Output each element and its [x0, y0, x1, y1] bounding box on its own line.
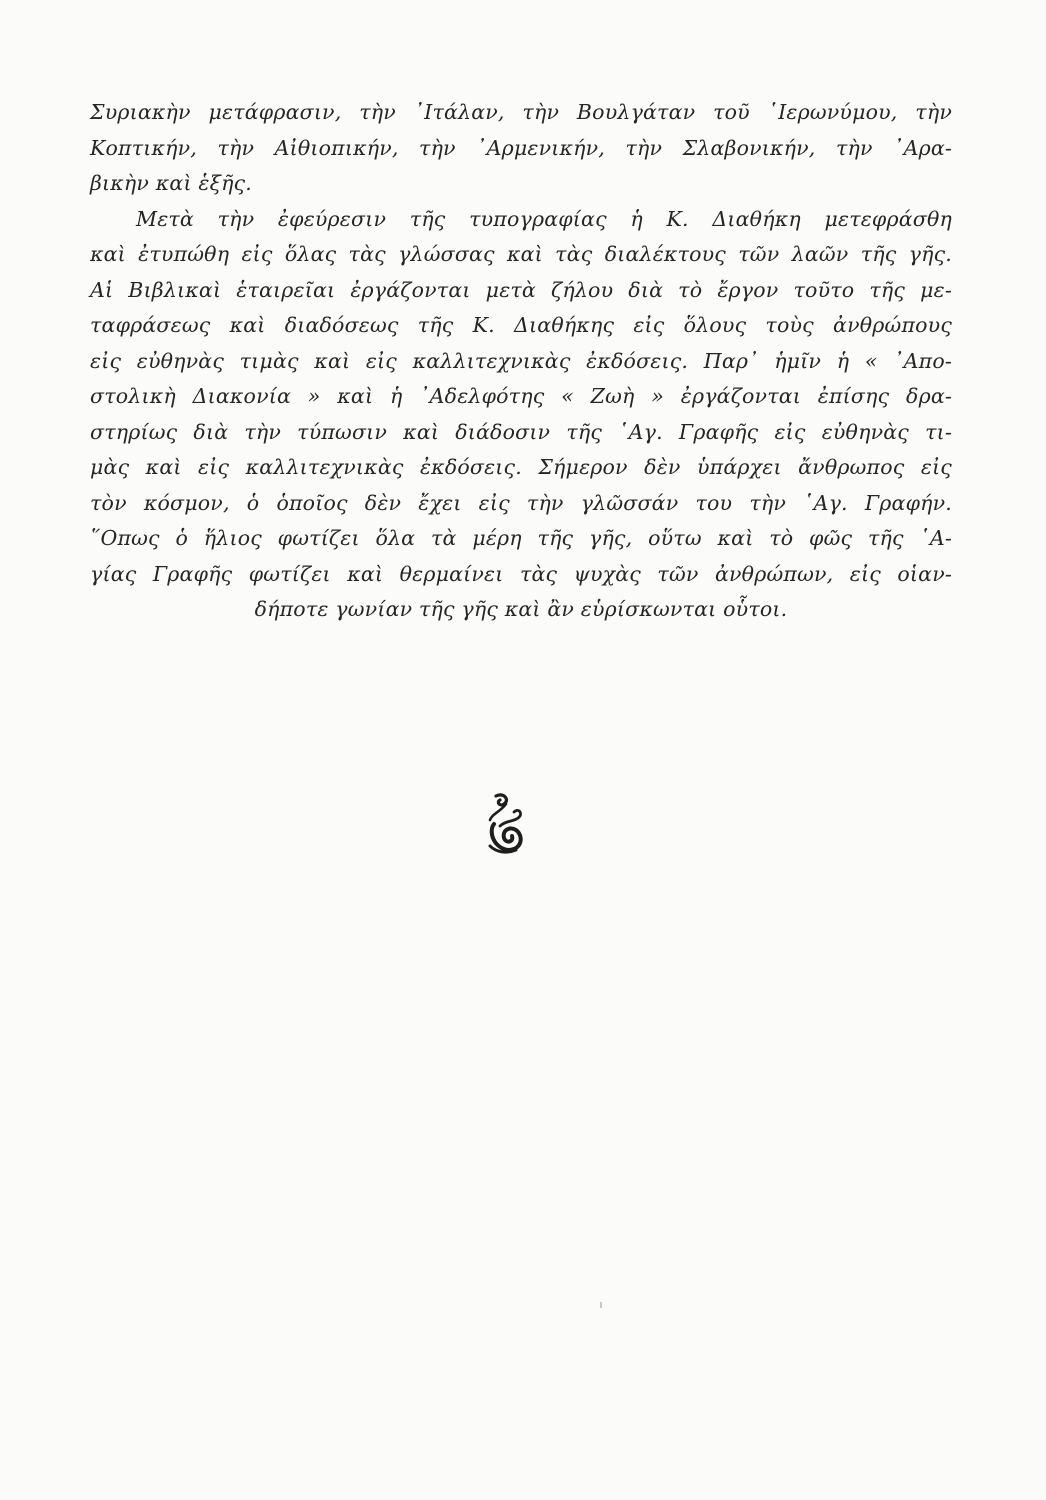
paper-speck: [600, 1302, 602, 1308]
text-line-9: στολικὴ Διακονία » καὶ ἡ ᾿Αδελφότης « Ζωὴ » ἐργάζονται ἐπίσης δρα-: [90, 384, 952, 408]
text-line-13: ῞Οπως ὁ ἥλιος φωτίζει ὅλα τὰ μέρη τῆς γῆς, οὕτω καὶ τὸ φῶς τῆς ῾Α-: [90, 526, 952, 550]
text-line-2: Κοπτικήν, τὴν Αἰθιοπικήν, τὴν ᾿Αρμενικήν, τὴν Σλαβονικήν, τὴν ᾿Αρα-: [90, 135, 952, 160]
text-line-11: μὰς καὶ εἰς καλλιτεχνικὰς ἐκδόσεις. Σήμερον δὲν ὑπάρχει ἄνθρωπος εἰς: [90, 455, 952, 479]
text-line-8: εἰς εὐθηνὰς τιμὰς καὶ εἰς καλλιτεχνικὰς ἐκδόσεις. Παρ᾿ ἡμῖν ἡ « ᾿Απο-: [90, 348, 952, 373]
floral-ornament-icon: [476, 790, 536, 856]
text-line-15: δήποτε γωνίαν τῆς γῆς καὶ ἂν εὑρίσκωνται οὗτοι.: [254, 597, 788, 621]
text-line-3: βικὴν καὶ ἑξῆς.: [90, 171, 253, 195]
text-line-7: ταφράσεως καὶ διαδόσεως τῆς Κ. Διαθήκης εἰς ὅλους τοὺς ἀνθρώπους: [90, 313, 952, 337]
text-line-5: καὶ ἐτυπώθη εἰς ὅλας τὰς γλώσσας καὶ τὰς διαλέκτους τῶν λαῶν τῆς γῆς.: [90, 242, 952, 266]
text-line-4: Μετὰ τὴν ἐφεύρεσιν τῆς τυπογραφίας ἡ Κ. Διαθήκη μετεφράσθη: [136, 206, 952, 231]
text-line-14: γίας Γραφῆς φωτίζει καὶ θερμαίνει τὰς ψυχὰς τῶν ἀνθρώπων, εἰς οἱαν-: [90, 561, 952, 586]
text-line-1: Συριακὴν μετάφρασιν, τὴν ᾿Ιτάλαν, τὴν Βουλγάταν τοῦ ῾Ιερωνύμου, τὴν: [90, 100, 952, 124]
text-line-10: στηρίως διὰ τὴν τύπωσιν καὶ διάδοσιν τῆς ῾Αγ. Γραφῆς εἰς εὐθηνὰς τι-: [90, 419, 952, 444]
body-paragraphs: [90, 95, 952, 628]
text-line-12: τὸν κόσμον, ὁ ὁποῖος δὲν ἔχει εἰς τὴν γλῶσσάν του τὴν ῾Αγ. Γραφήν.: [90, 490, 952, 515]
text-line-6: Αἱ Βιβλικαὶ ἑταιρεῖαι ἐργάζονται μετὰ ζήλου διὰ τὸ ἔργον τοῦτο τῆς με-: [90, 277, 952, 302]
